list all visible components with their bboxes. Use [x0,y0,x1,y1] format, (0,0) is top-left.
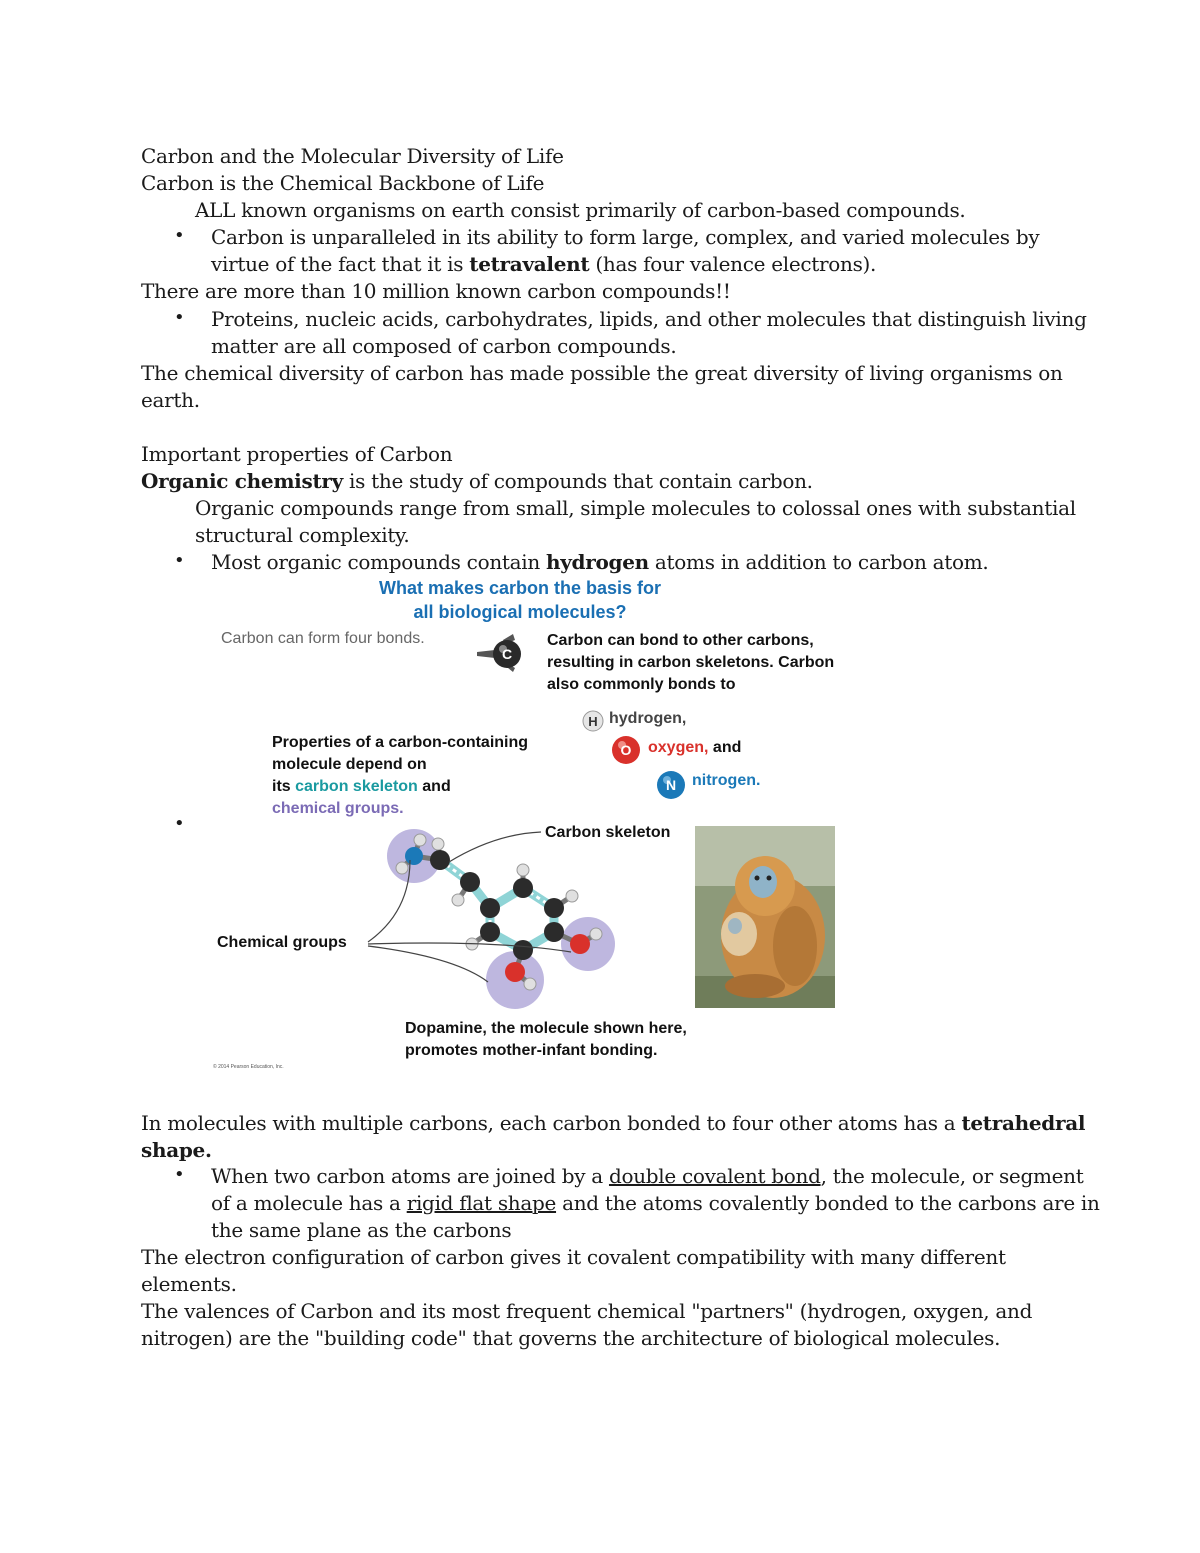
bullet-icon: • [174,550,185,571]
paragraph [141,1137,212,1164]
paragraph: Organic chemistry is the study of compounds that contain carbon. [141,469,813,493]
bold-term: Organic chemistry [141,469,343,493]
properties-text: Properties of a carbon-containing molecule depend on its carbon skeleton and chemical groups. [272,734,529,817]
svg-text:O: O [620,742,632,758]
paragraph: ALL known organisms on earth consist primarily of carbon-based compounds. [195,198,966,222]
bullet-text: Carbon is unparalleled in its ability to form large, complex, and varied molecules by [211,225,1040,249]
bold-term: shape. [141,1138,212,1162]
paragraph: nitrogen) are the "building code" that governs the architecture of biological molecules. [141,1326,1001,1350]
bullet-icon: • [174,307,185,328]
paragraph: The valences of Carbon and its most frequent chemical "partners" (hydrogen, oxygen, and [141,1299,1033,1323]
paragraph: There are more than 10 million known carbon compounds!! [141,279,731,303]
carbon-skeleton-label: Carbon skeleton [545,824,671,841]
section-subtitle: Carbon is the Chemical Backbone of Life [141,171,545,195]
bullet-text: of a molecule has a rigid flat shape and the atoms covalently bonded to the carbons are in [211,1191,1100,1215]
copyright-note: © 2014 Pearson Education, Inc. [213,1064,284,1070]
paragraph: The chemical diversity of carbon has made possible the great diversity of living organisms on [141,361,1063,385]
hydrogen-label: hydrogen, [609,710,687,727]
page-title: Carbon and the Molecular Diversity of Life [141,144,564,168]
nitrogen-label: nitrogen. [692,772,761,789]
four-bonds-label: Carbon can form four bonds. [221,630,425,647]
figure-heading: What makes carbon the basis for all biological molecules? [378,578,662,622]
paragraph: earth. [141,388,200,412]
bold-term: tetravalent [469,252,590,276]
bullet-icon: • [174,1164,185,1185]
paragraph: Organic compounds range from small, simple molecules to colossal ones with substantial [195,496,1076,520]
bullet-text: Most organic compounds contain hydrogen atoms in addition to carbon atom. [211,550,989,574]
bullet-text: When two carbon atoms are joined by a double covalent bond, the molecule, or segment [211,1164,1084,1188]
paragraph: structural complexity. [195,523,410,547]
bullet-icon: • [174,813,185,834]
bullet-text: Proteins, nucleic acids, carbohydrates, lipids, and other molecules that distinguish living [211,307,1087,331]
paragraph: The electron configuration of carbon gives it covalent compatibility with many different [141,1245,1006,1269]
bullet-icon: • [174,225,185,246]
svg-text:C: C [501,646,513,662]
bold-term: hydrogen [546,550,649,574]
oxygen-label: oxygen, and [648,739,742,756]
carbon-figure [205,572,855,1077]
bullet-text: virtue of the fact that it is tetravalent (has four valence electrons). [211,252,877,276]
chemical-groups-label: Chemical groups [217,934,347,951]
section-heading: Important properties of Carbon [141,442,453,466]
paragraph: elements. [141,1272,237,1296]
paragraph: In molecules with multiple carbons, each carbon bonded to four other atoms has a tetrahedral [141,1111,1086,1135]
monkey-photo [695,826,835,1008]
underlined-term: rigid flat shape [406,1191,557,1215]
svg-text:H: H [588,714,598,729]
carbon-bond-text: Carbon can bond to other carbons, resulting in carbon skeletons. Carbon also commonly bonds to [547,632,835,693]
bold-term: tetrahedral [961,1111,1086,1135]
svg-text:N: N [665,777,677,793]
bullet-text: matter are all composed of carbon compounds. [211,334,677,358]
underlined-term: double covalent bond [608,1164,821,1188]
bullet-text: the same plane as the carbons [211,1218,512,1242]
dopamine-caption: Dopamine, the molecule shown here, promotes mother-infant bonding. [405,1020,687,1059]
